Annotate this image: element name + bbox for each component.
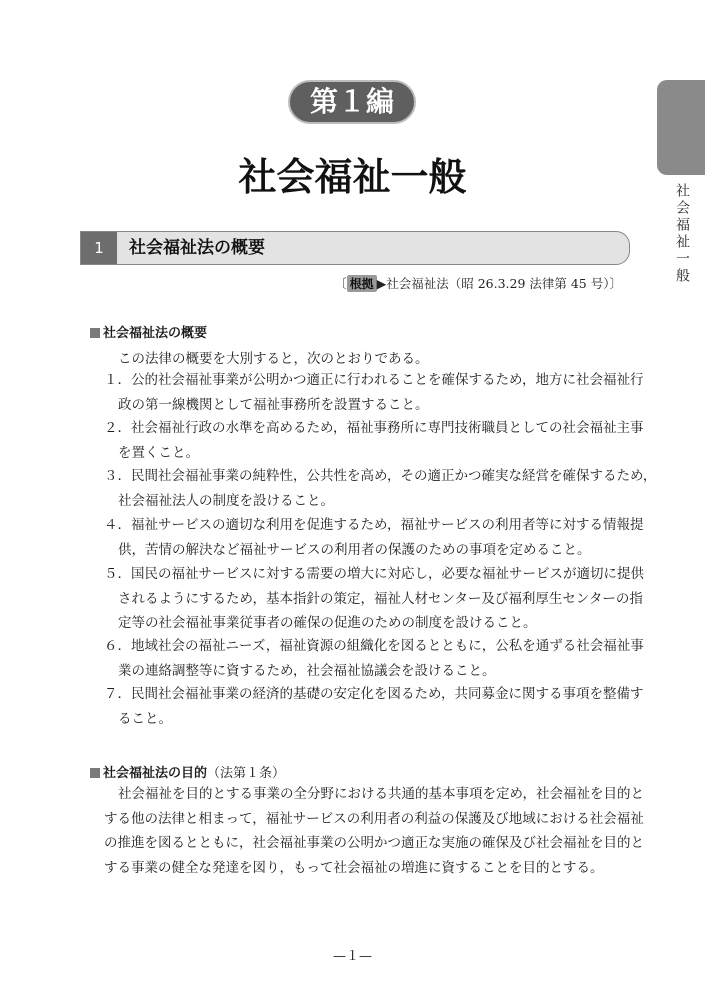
purpose-heading	[90, 762, 285, 781]
overview-intro: この法律の概要を大別すると，次のとおりである。	[118, 351, 429, 367]
list-item	[104, 513, 644, 562]
list-item	[104, 464, 657, 513]
purpose-line: 社会福祉を目的とする事業の全分野における共通的基本事項を定め，社会福祉を目的と	[118, 786, 644, 802]
list-item-line: ７．民間社会福祉事業の経済的基礎の安定化を図るため，共同募金に関する事項を整備す	[104, 686, 644, 702]
purpose-line: する事業の健全な発達を図り，もって社会福祉の増進に資することを目的とする。	[104, 859, 604, 876]
list-item-line: ５．国民の福祉サービスに対する需要の増大に対応し，必要な福祉サービスが適切に提供	[104, 566, 644, 582]
list-item-line: 政の第一線機関として福祉事務所を設置すること。	[118, 396, 429, 413]
list-item-line: 定等の社会福祉事業従事者の確保の促進のための制度を設けること。	[118, 615, 537, 631]
section-header	[80, 231, 630, 265]
list-item-line: 社会福祉法人の制度を設けること。	[118, 492, 334, 509]
list-item-line: されるようにするため，基本指針の策定，福祉人材センター及び福利厚生センターの指	[118, 590, 643, 607]
list-item-line: を置くこと。	[118, 444, 199, 461]
purpose-paragraph	[104, 782, 644, 880]
source-arrow-icon: ▶	[376, 276, 387, 291]
list-item-line: 業の連絡調整等に資するため，社会福祉協議会を設けること。	[118, 662, 496, 679]
list-item	[104, 368, 644, 417]
source-tag: 根拠	[347, 275, 377, 292]
list-item-line: ６．地域社会の福祉ニーズ，福祉資源の組織化を図るとともに，公私を通ずる社会福祉事	[104, 638, 644, 654]
list-item-line: １．公的社会福祉事業が公明かつ適正に行われることを確保するため，地方に社会福祉行	[104, 372, 644, 388]
square-bullet-icon	[90, 328, 100, 338]
page-title: 社会福祉一般	[238, 155, 467, 199]
purpose-line: する他の法律と相まって，福祉サービスの利用者の利益の保護及び地域における社会福祉	[104, 810, 644, 827]
purpose-article-ref: （法第１条）	[207, 766, 286, 781]
list-item	[104, 634, 644, 683]
list-item-line: ２．社会福祉行政の水準を高めるため，福祉事務所に専門技術職員としての社会福祉主事	[104, 420, 644, 436]
page-number: —１—	[332, 949, 372, 964]
list-item	[104, 562, 644, 636]
source-text: 社会福祉法（昭 26.3.29 法律第 45 号）	[386, 276, 610, 291]
list-item-line: 供，苦情の解決など福祉サービスの利用者の保護のための事項を定めること。	[118, 541, 591, 558]
section-number: 1	[81, 232, 117, 265]
overview-heading-text: 社会福祉法の概要	[103, 326, 208, 341]
overview-heading	[90, 322, 207, 341]
list-item	[104, 416, 644, 465]
list-item-line: ４．福祉サービスの適切な利用を促進するため，福祉サービスの利用者等に対する情報提	[104, 517, 644, 533]
source-close-bracket: 〕	[609, 276, 622, 291]
section-title: 社会福祉法の概要	[129, 238, 265, 258]
list-item	[104, 682, 644, 731]
source-open-bracket: 〔	[334, 276, 347, 291]
part-badge: 第１編	[288, 80, 416, 124]
list-item-line: ３．民間社会福祉事業の純粋性，公共性を高め，その適正かつ確実な経営を確保するため，	[104, 468, 657, 484]
list-item-line: ること。	[118, 710, 172, 727]
side-tab-label: 社会福祉一般	[674, 183, 690, 285]
source-reference	[334, 274, 622, 292]
square-bullet-icon	[90, 768, 100, 778]
purpose-line: の推進を図るとともに，社会福祉事業の公明かつ適正な実施の確保及び社会福祉を目的と	[104, 835, 644, 851]
purpose-heading-text: 社会福祉法の目的	[103, 766, 208, 781]
